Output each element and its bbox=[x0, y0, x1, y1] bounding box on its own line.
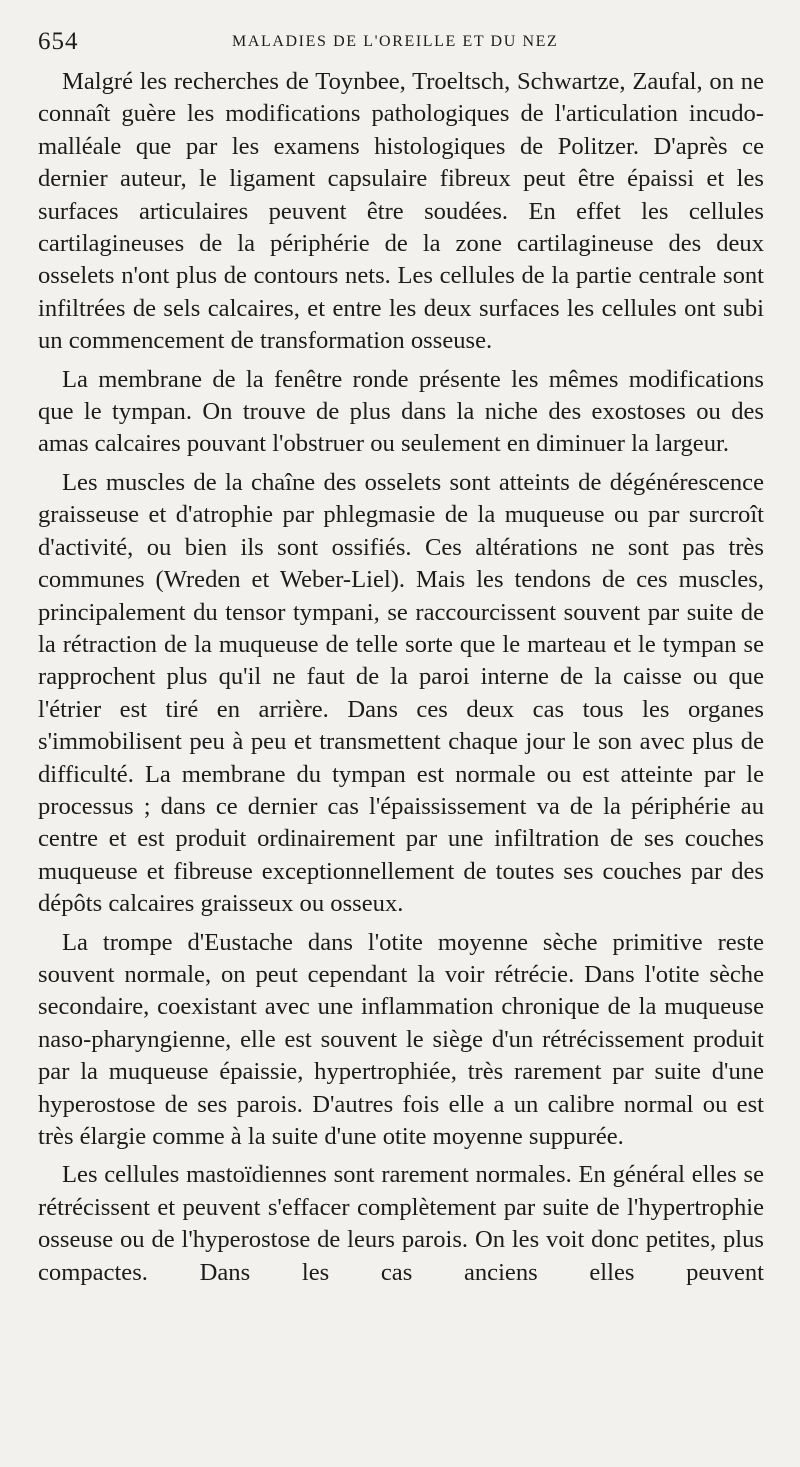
paragraph-fenetre-ronde: La membrane de la fenêtre ronde présente les mêmes modifications que le tympan. On trouve de plus dans la niche des exostoses ou des amas calcaires pouvant l'obstruer ou seulement en diminuer la largeur. bbox=[38, 365, 764, 458]
page-number: 654 bbox=[38, 28, 79, 55]
page-header bbox=[38, 28, 758, 58]
paragraph-muscles: Les muscles de la chaîne des osselets sont atteints de dégénérescence graisseuse et d'atrophie par phlegmasie de la muqueuse ou par surcroît d'activité, ou bien ils sont ossifiés. Ces altérations ne sont pas très communes (Wreden et Weber-Liel). Mais les tendons de ces muscles, principalement du tensor tympani, se raccourcissent souvent par suite de la rétraction de la muqueuse de telle sorte que le marteau et le tympan se rapprochent plus qu'il ne faut de la paroi interne de la caisse ou que l'étrier est tiré en arrière. Dans ces deux cas tous les organes s'immobilisent peu à peu et transmettent chaque jour le son avec plus de difficulté. La membrane du tympan est normale ou est atteinte par le processus ; dans ce dernier cas l'épaississement va de la périphérie au centre et est produit ordinairement par une infiltration de ses couches muqueuse et fibreuse exceptionnellement de toutes ses couches par des dépôts calcaires graisseux ou osseux. bbox=[38, 468, 764, 918]
paragraph-trompe-eustache: La trompe d'Eustache dans l'otite moyenne sèche primitive reste souvent normale, on peut cependant la voir rétrécie. Dans l'otite sèche secondaire, coexistant avec une inflammation chronique de la muqueuse naso-pharyngienne, elle est souvent le siège d'un rétrécissement produit par la muqueuse épaissie, hypertrophiée, très rarement par suite d'une hyperostose de ses parois. D'autres fois elle a un calibre normal ou est très élargie comme à la suite d'une otite moyenne suppurée. bbox=[38, 928, 764, 1150]
paragraph-cellules-mastoidiennes: Les cellules mastoïdiennes sont rarement normales. En général elles se rétrécissent et peuvent s'effacer complètement par suite de l'hypertrophie osseuse ou de l'hyperostose de leurs parois. On les voit donc petites, plus compactes. Dans les cas anciens elles peuvent bbox=[38, 1161, 764, 1286]
body-text bbox=[38, 66, 764, 1295]
running-head: MALADIES DE L'OREILLE ET DU NEZ bbox=[232, 33, 559, 50]
paragraph-articulation: Malgré les recherches de Toynbee, Troeltsch, Schwartze, Zaufal, on ne connaît guère les modifications pathologiques de l'articulation incudo-malléale que par les examens histologiques de Politzer. D'après ce dernier auteur, le ligament capsulaire fibreux peut être épaissi et les surfaces articulaires peuvent être soudées. En effet les cellules cartilagineuses de la périphérie de la zone cartilagineuse des deux osselets n'ont plus de contours nets. Les cellules de la partie centrale sont infiltrées de sels calcaires, et entre les deux surfaces les cellules ont subi un commencement de transformation osseuse. bbox=[38, 68, 764, 355]
